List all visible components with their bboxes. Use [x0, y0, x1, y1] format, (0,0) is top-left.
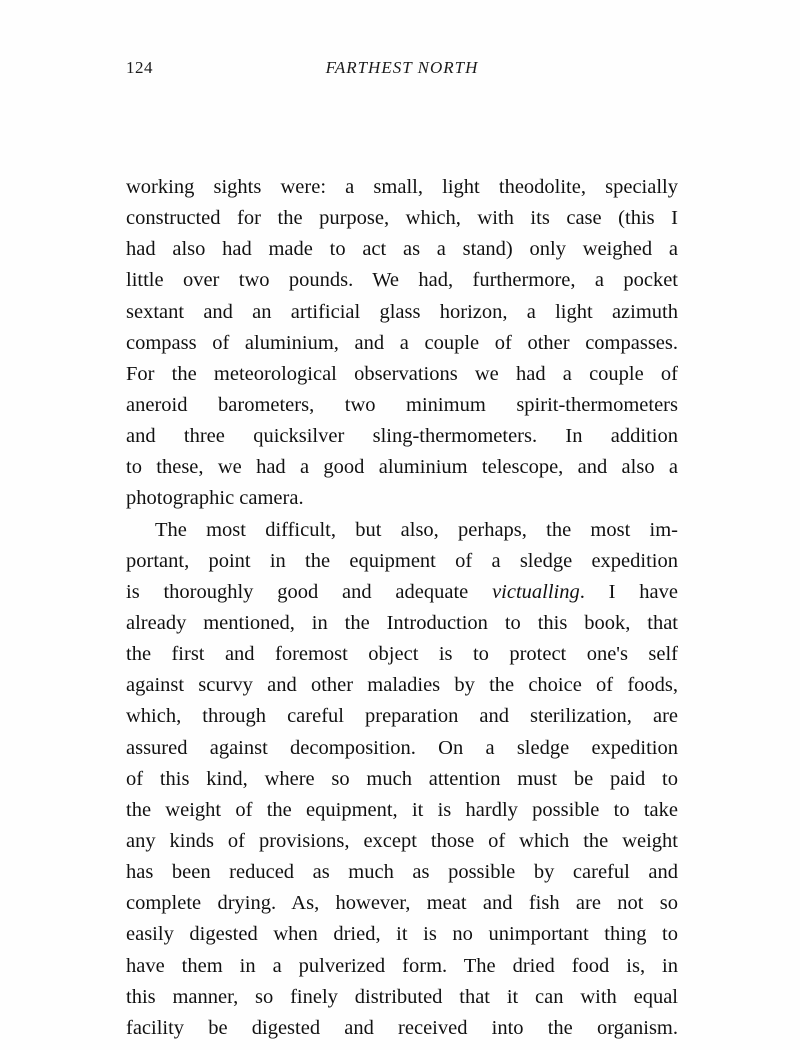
text-line: any kinds of provisions, except those of which the weight — [126, 829, 678, 852]
text-line: sextant and an artificial glass horizon, a light azimuth — [126, 300, 678, 323]
text-line: assured against decomposition. On a sledge expedition — [126, 736, 678, 759]
text-line-with-italic — [126, 577, 678, 608]
paragraph-start-line: The most difficult, but also, perhaps, the most im- — [155, 518, 678, 541]
text-line: this manner, so finely distributed that it can with equal — [126, 985, 678, 1008]
text-line: against scurvy and other maladies by the choice of foods, — [126, 674, 678, 697]
running-title: FARTHEST NORTH — [325, 58, 479, 77]
text-line: easily digested when dried, it is no unimportant thing to — [126, 923, 678, 946]
text-line: constructed for the purpose, which, with its case (this I — [126, 207, 678, 230]
text-line: working sights were: a small, light theodolite, specially — [126, 176, 678, 198]
text-line: aneroid barometers, two minimum spirit-thermometers — [126, 393, 678, 416]
text-line: portant, point in the equipment of a sledge expedition — [126, 549, 678, 572]
text-segment: is thoroughly good and adequate — [126, 580, 493, 603]
text-line: and three quicksilver sling-thermometers. In addition — [126, 425, 678, 448]
text-line: had also had made to act as a stand) only weighed a — [126, 238, 678, 261]
page-header — [126, 58, 678, 82]
text-line: has been reduced as much as possible by careful and — [126, 861, 678, 884]
text-line: have them in a pulverized form. The dried food is, in — [126, 954, 678, 977]
page-number: 124 — [126, 58, 153, 77]
text-line: compass of aluminium, and a couple of other compasses. — [126, 331, 678, 354]
text-line: complete drying. As, however, meat and fish are not so — [126, 892, 678, 915]
text-line: facility be digested and received into the organism. — [126, 1016, 678, 1039]
text-line: which, through careful preparation and sterilization, are — [126, 705, 678, 728]
text-line: already mentioned, in the Introduction to this book, that — [126, 611, 678, 634]
text-line: the first and foremost object is to protect one's self — [126, 643, 678, 666]
text-line: For the meteorological observations we had a couple of — [126, 362, 678, 385]
text-line: of this kind, where so much attention must be paid to — [126, 767, 678, 790]
text-line: to these, we had a good aluminium telescope, and also a — [126, 456, 678, 479]
italic-word: victualling — [492, 580, 580, 603]
paragraph-end-line: photographic camera. — [126, 487, 304, 510]
text-line: little over two pounds. We had, furthermore, a pocket — [126, 269, 678, 292]
body-text — [126, 172, 678, 1044]
text-segment: . I have — [579, 580, 678, 603]
text-line: the weight of the equipment, it is hardly possible to take — [126, 798, 678, 821]
